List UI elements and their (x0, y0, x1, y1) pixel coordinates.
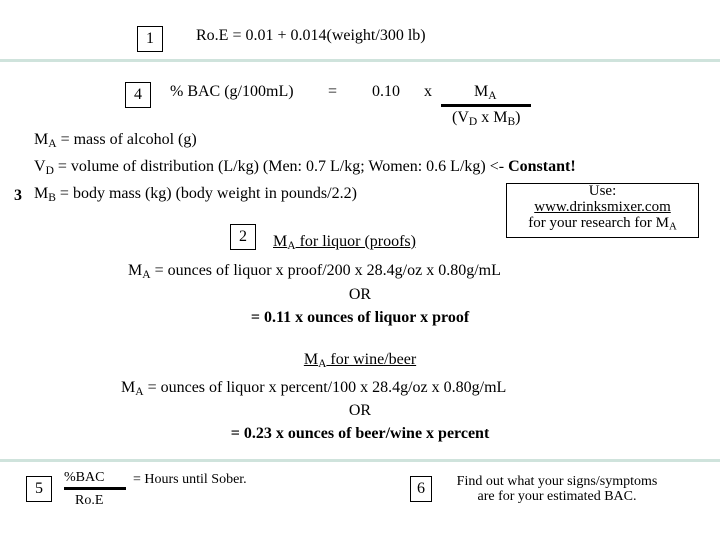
definition-mb: $M_B$ = body mass (kg) (body weight in pounds/2.2) (34, 185, 357, 204)
wine-or: OR (348, 402, 372, 419)
step-2-box: 2 (230, 224, 256, 250)
step-6-box: 6 (410, 476, 432, 502)
liquor-simplified: = 0.11 x ounces of liquor x proof (250, 309, 470, 326)
liquor-heading: $M_A$ for liquor (proofs) (273, 233, 416, 252)
divider-top (0, 59, 720, 62)
use-note-research: for your research for $M_A$ (528, 215, 677, 233)
liquor-formula: $M_A$ = ounces of liquor x proof/200 x 28.4g/oz x 0.80g/mL (128, 262, 501, 281)
wine-simplified: = 0.23 x ounces of beer/wine x percent (230, 425, 490, 442)
sober-fraction-bar (64, 487, 126, 490)
bac-constant: 0.10 (372, 83, 400, 100)
drinksmixer-link[interactable]: www.drinksmixer.com (534, 199, 671, 215)
sober-text: = Hours until Sober. (133, 472, 247, 487)
symptoms-line-1: Find out what your signs/symptoms (456, 474, 658, 489)
step-3-box: 3 (7, 184, 29, 208)
step-4-box: 4 (125, 82, 151, 108)
symptoms-line-2: are for your estimated BAC. (477, 489, 637, 504)
constant-emphasis: Constant! (508, 158, 576, 175)
bac-fraction-bar (441, 104, 531, 107)
step-5-box: 5 (26, 476, 52, 502)
bac-label: % BAC (g/100mL) (170, 83, 294, 100)
divider-bottom (0, 459, 720, 462)
bac-numerator (474, 83, 497, 101)
wine-formula: $M_A$ = ounces of liquor x percent/100 x 28.4g/oz x 0.80g/mL (121, 379, 507, 398)
sober-numerator: %BAC (64, 470, 105, 485)
use-note-label: Use: (588, 183, 617, 199)
definition-ma: $M_A$ = mass of alcohol (g) (34, 131, 197, 150)
step-1-box: 1 (137, 26, 163, 52)
bac-times: x (424, 83, 432, 100)
sober-denominator: Ro.E (75, 493, 104, 508)
ma-symbol: M (474, 83, 489, 100)
liquor-or: OR (348, 286, 372, 303)
wine-heading: $M_A$ for wine/beer (303, 351, 417, 370)
roe-formula: Ro.E = 0.01 + 0.014(weight/300 lb) (196, 27, 426, 44)
ma-subscript: A (488, 89, 497, 102)
bac-equals: = (328, 83, 338, 100)
bac-denominator: ($V_D$ x $M_B$) (452, 109, 521, 128)
definition-vd: $V_D$ = volume of distribution (L/kg) (Men: 0.7 L/kg; Women: 0.6 L/kg) <- Constant! (34, 158, 576, 177)
